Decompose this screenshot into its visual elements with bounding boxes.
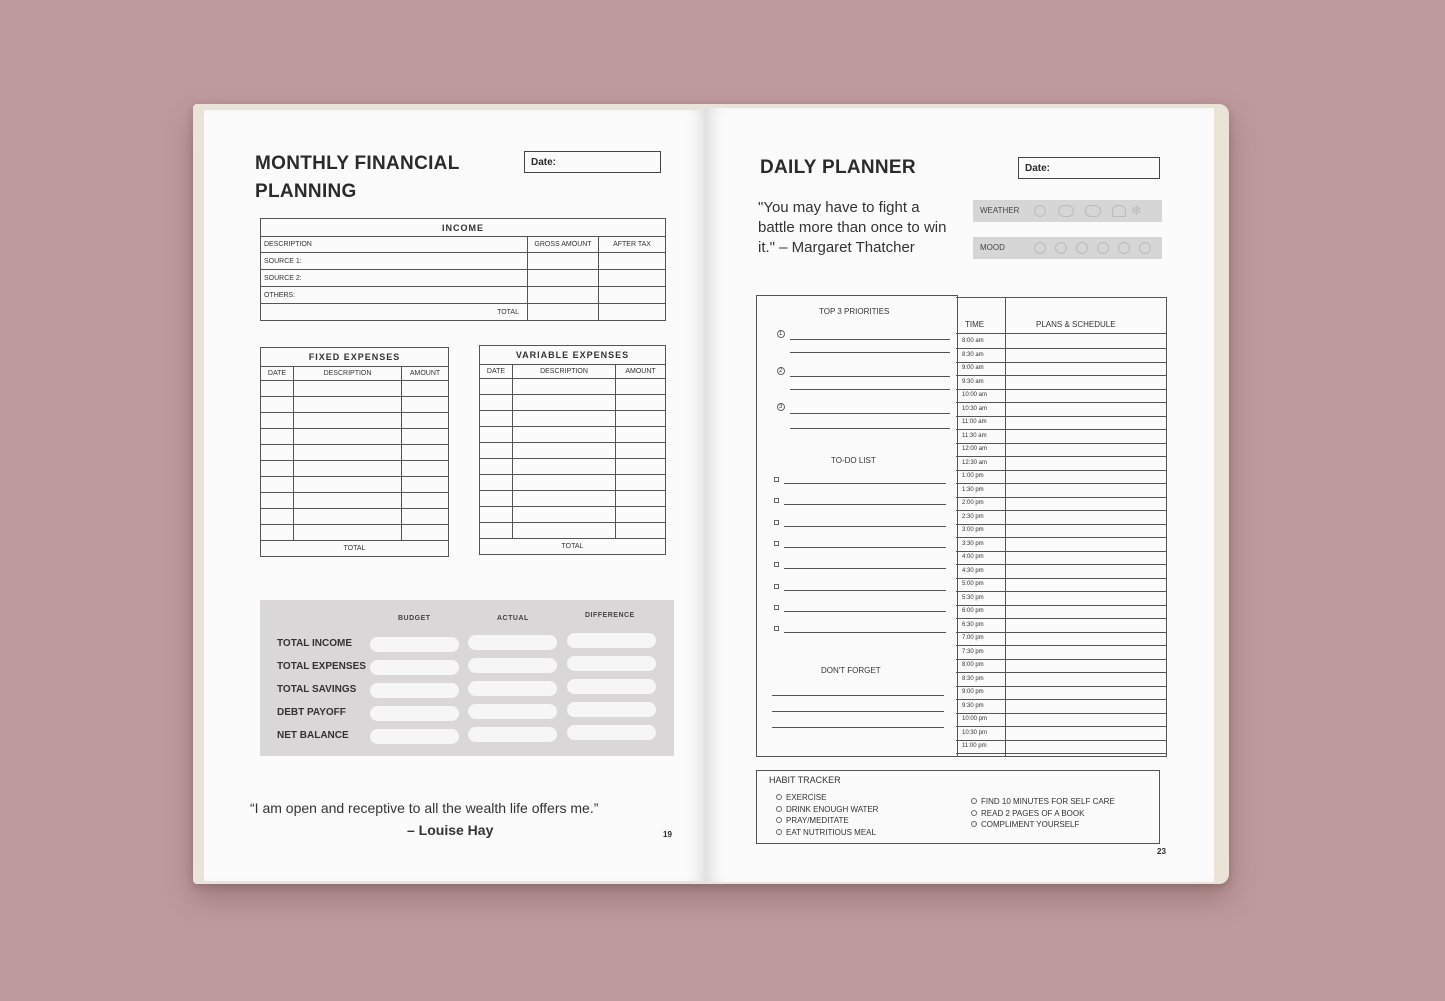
time-slot-label: 11:00 pm xyxy=(962,743,987,749)
time-slot-label: 3:00 pm xyxy=(962,527,984,533)
priority-number-2: 2 xyxy=(777,367,785,375)
priority-line[interactable] xyxy=(790,376,950,377)
variable-expense-cell[interactable] xyxy=(480,379,513,395)
fixed-expense-cell[interactable] xyxy=(261,509,294,525)
fixed-expense-cell[interactable] xyxy=(261,429,294,445)
budget-summary-panel xyxy=(260,600,674,756)
budget-input[interactable] xyxy=(370,683,459,698)
fixed-expense-cell[interactable] xyxy=(261,477,294,493)
summary-row-total-savings: TOTAL SAVINGS xyxy=(277,684,357,695)
mood-label: MOOD xyxy=(980,243,1005,252)
dont-forget-line[interactable] xyxy=(772,727,944,728)
habit-item: COMPLIMENT YOURSELF xyxy=(981,820,1080,829)
time-slot-label: 10:30 am xyxy=(962,405,988,412)
habit-checkbox[interactable] xyxy=(776,829,782,835)
habit-checkbox[interactable] xyxy=(971,821,977,827)
variable-expense-cell[interactable] xyxy=(480,459,513,475)
fixed-expense-row xyxy=(261,397,449,413)
actual-input[interactable] xyxy=(468,635,557,650)
fixed-expense-cell[interactable] xyxy=(402,493,449,509)
time-slot-label: 9:00 am xyxy=(962,365,984,371)
habit-checkbox[interactable] xyxy=(776,806,782,812)
mood-bar xyxy=(973,237,1162,259)
variable-expense-row xyxy=(480,395,666,411)
priority-line[interactable] xyxy=(790,413,950,414)
habit-item: READ 2 PAGES OF A BOOK xyxy=(981,808,1085,818)
fixed-header-date: DATE xyxy=(261,367,294,381)
fixed-expense-row xyxy=(261,477,449,493)
income-title: INCOME xyxy=(261,219,666,237)
schedule-row-line[interactable] xyxy=(956,510,1166,511)
todo-line[interactable] xyxy=(784,568,946,569)
variable-expense-cell[interactable] xyxy=(513,395,616,411)
right-page xyxy=(706,108,1214,882)
variable-expense-row xyxy=(480,379,666,395)
schedule-row-line[interactable] xyxy=(956,659,1166,660)
fixed-expense-cell[interactable] xyxy=(402,445,449,461)
cloud-icon[interactable] xyxy=(1058,205,1074,217)
fixed-expense-cell[interactable] xyxy=(402,525,449,541)
variable-expense-cell[interactable] xyxy=(616,411,666,427)
habit-item: PRAY/MEDITATE xyxy=(786,816,849,825)
todo-checkbox[interactable] xyxy=(774,562,779,567)
difference-input[interactable] xyxy=(567,656,656,671)
priority-line[interactable] xyxy=(790,339,950,340)
time-slot-label: 5:00 pm xyxy=(962,581,984,587)
summary-row-debt-payoff: DEBT PAYOFF xyxy=(277,707,346,718)
summary-header-difference: DIFFERENCE xyxy=(585,612,635,619)
fixed-expense-cell[interactable] xyxy=(294,381,402,397)
schedule-row-line[interactable] xyxy=(956,537,1166,538)
variable-expense-cell[interactable] xyxy=(616,443,666,459)
partly-cloudy-icon[interactable] xyxy=(1085,205,1101,217)
time-slot-label: 1:00 pm xyxy=(962,473,984,479)
variable-expense-cell[interactable] xyxy=(616,427,666,443)
page-title-line1: MONTHLY FINANCIAL xyxy=(255,153,460,174)
variable-expense-row xyxy=(480,475,666,491)
top-priorities-label: TOP 3 PRIORITIES xyxy=(819,307,890,316)
schedule-row-line[interactable] xyxy=(956,672,1166,673)
fixed-expenses-title: FIXED EXPENSES xyxy=(261,348,449,367)
fixed-expense-cell[interactable] xyxy=(261,381,294,397)
difference-input[interactable] xyxy=(567,633,656,648)
difference-input[interactable] xyxy=(567,702,656,717)
schedule-table xyxy=(956,297,1167,757)
time-slot-label: 11:30 am xyxy=(962,432,987,439)
summary-header-budget: BUDGET xyxy=(398,615,431,622)
variable-expense-row xyxy=(480,427,666,443)
fixed-header-description: DESCRIPTION xyxy=(294,367,402,381)
income-cell[interactable] xyxy=(599,270,666,287)
date-field[interactable]: Date: xyxy=(1018,157,1160,179)
todo-checkbox[interactable] xyxy=(774,498,779,503)
daily-planner-title: DAILY PLANNER xyxy=(760,157,916,178)
fixed-expense-cell[interactable] xyxy=(402,381,449,397)
todo-line[interactable] xyxy=(784,632,946,633)
income-header-after-tax: AFTER TAX xyxy=(599,237,666,253)
time-slot-label: 7:00 pm xyxy=(962,635,984,641)
time-slot-label: 4:00 pm xyxy=(962,554,984,560)
variable-expense-cell[interactable] xyxy=(480,507,513,523)
actual-input[interactable] xyxy=(468,704,557,719)
schedule-row-line[interactable] xyxy=(956,740,1166,741)
actual-input[interactable] xyxy=(468,681,557,696)
schedule-row-line[interactable] xyxy=(956,632,1166,633)
habit-checkbox[interactable] xyxy=(971,798,977,804)
variable-expenses-table xyxy=(479,345,666,555)
page-number-right: 23 xyxy=(1157,847,1166,856)
variable-expense-cell[interactable] xyxy=(513,475,616,491)
fixed-expense-cell[interactable] xyxy=(402,397,449,413)
schedule-row-line[interactable] xyxy=(956,591,1166,592)
variable-expense-row xyxy=(480,491,666,507)
income-row-source1: SOURCE 1: xyxy=(261,253,528,270)
fixed-expense-cell[interactable] xyxy=(402,461,449,477)
income-header-description: DESCRIPTION xyxy=(261,237,528,253)
weather-label: WEATHER xyxy=(980,206,1020,215)
time-slot-label: 10:00 am xyxy=(962,392,988,398)
time-slot-label: 3:30 pm xyxy=(962,540,984,547)
fixed-expense-cell[interactable] xyxy=(261,445,294,461)
budget-input[interactable] xyxy=(370,660,459,675)
habit-checkbox[interactable] xyxy=(776,794,782,800)
time-slot-label: 10:00 pm xyxy=(962,716,988,722)
variable-expense-cell[interactable] xyxy=(513,443,616,459)
fixed-expense-row xyxy=(261,381,449,397)
fixed-expense-cell[interactable] xyxy=(294,493,402,509)
todo-checkbox[interactable] xyxy=(774,584,779,589)
variable-expense-cell[interactable] xyxy=(513,411,616,427)
wealth-quote: “I am open and receptive to all the wealth life offers me.” xyxy=(250,800,599,816)
left-page xyxy=(204,110,706,881)
todo-line[interactable] xyxy=(784,504,946,505)
schedule-row-line[interactable] xyxy=(956,524,1166,525)
variable-expense-cell[interactable] xyxy=(480,523,513,539)
time-slot-label: 6:30 pm xyxy=(962,621,984,628)
schedule-row-line[interactable] xyxy=(956,389,1166,390)
variable-expense-cell[interactable] xyxy=(513,459,616,475)
habit-tracker-label: HABIT TRACKER xyxy=(769,775,841,785)
time-slot-label: 9:00 pm xyxy=(962,689,984,695)
variable-expense-cell[interactable] xyxy=(616,491,666,507)
income-cell[interactable] xyxy=(528,304,599,321)
schedule-row-line[interactable] xyxy=(956,713,1166,714)
time-slot-label: 6:00 pm xyxy=(962,608,984,614)
schedule-row-line[interactable] xyxy=(956,416,1166,417)
time-slot-label: 9:30 pm xyxy=(962,702,984,709)
todo-checkbox[interactable] xyxy=(774,605,779,610)
thatcher-quote: "You may have to fight a battle more than once to win it." – Margaret Thatcher xyxy=(758,199,947,256)
fixed-expense-cell[interactable] xyxy=(294,445,402,461)
variable-expense-cell[interactable] xyxy=(513,427,616,443)
schedule-row-line[interactable] xyxy=(956,753,1166,754)
schedule-row-line[interactable] xyxy=(956,429,1166,430)
schedule-row-line[interactable] xyxy=(956,497,1166,498)
variable-expense-cell[interactable] xyxy=(513,507,616,523)
time-slot-label: 11:00 am xyxy=(962,419,987,425)
schedule-row-line[interactable] xyxy=(956,686,1166,687)
mood-face-icon[interactable] xyxy=(1076,242,1088,254)
habit-item: EAT NUTRITIOUS MEAL xyxy=(786,827,876,837)
variable-expenses-title: VARIABLE EXPENSES xyxy=(480,346,666,365)
fixed-expense-cell[interactable] xyxy=(294,429,402,445)
dont-forget-label: DON'T FORGET xyxy=(821,666,881,675)
variable-expense-cell[interactable] xyxy=(616,459,666,475)
schedule-row-line[interactable] xyxy=(956,402,1166,403)
todo-line[interactable] xyxy=(784,611,946,612)
time-slot-label: 8:00 pm xyxy=(962,662,984,668)
schedule-row-line[interactable] xyxy=(956,699,1166,700)
time-slot-label: 8:30 pm xyxy=(962,675,984,682)
habit-checkbox[interactable] xyxy=(776,817,782,823)
todo-line[interactable] xyxy=(784,526,946,527)
plans-schedule-header: PLANS & SCHEDULE xyxy=(1036,320,1116,329)
income-cell[interactable] xyxy=(528,287,599,304)
fixed-expense-cell[interactable] xyxy=(261,413,294,429)
fixed-expense-cell[interactable] xyxy=(261,461,294,477)
actual-input[interactable] xyxy=(468,658,557,673)
difference-input[interactable] xyxy=(567,679,656,694)
schedule-row-line[interactable] xyxy=(956,726,1166,727)
fixed-expense-row xyxy=(261,461,449,477)
sun-icon[interactable] xyxy=(1034,205,1046,217)
todo-list-label: TO-DO LIST xyxy=(831,456,876,465)
fixed-expense-row xyxy=(261,413,449,429)
habit-item: DRINK ENOUGH WATER xyxy=(786,804,879,814)
date-field[interactable]: Date: xyxy=(524,151,661,173)
income-cell[interactable] xyxy=(599,253,666,270)
summary-header-actual: ACTUAL xyxy=(497,615,529,622)
schedule-row-line[interactable] xyxy=(956,470,1166,471)
variable-expense-row xyxy=(480,507,666,523)
todo-line[interactable] xyxy=(784,590,946,591)
fixed-expense-row xyxy=(261,493,449,509)
schedule-row-line[interactable] xyxy=(956,483,1166,484)
fixed-expense-row xyxy=(261,429,449,445)
fixed-expense-cell[interactable] xyxy=(294,509,402,525)
wealth-quote-author: – Louise Hay xyxy=(407,822,494,838)
variable-expense-total-label: TOTAL xyxy=(480,539,666,555)
todo-line[interactable] xyxy=(784,547,946,548)
time-slot-label: 4:30 pm xyxy=(962,567,984,574)
time-header: TIME xyxy=(965,320,985,329)
fixed-expense-cell[interactable] xyxy=(294,477,402,493)
fixed-expense-row xyxy=(261,509,449,525)
schedule-row-line[interactable] xyxy=(956,375,1166,376)
variable-expense-cell[interactable] xyxy=(480,427,513,443)
priority-line[interactable] xyxy=(790,428,950,429)
fixed-header-amount: AMOUNT xyxy=(402,367,449,381)
schedule-row-line[interactable] xyxy=(956,578,1166,579)
income-header-gross: GROSS AMOUNT xyxy=(528,237,599,253)
time-slot-label: 7:30 pm xyxy=(962,648,984,655)
variable-expense-row xyxy=(480,411,666,427)
time-slot-label: 8:00 am xyxy=(962,338,984,344)
habit-tracker-box xyxy=(756,770,1160,844)
fixed-expense-total-label: TOTAL xyxy=(261,541,449,557)
mood-face-icon[interactable] xyxy=(1139,242,1151,254)
time-slot-label: 5:30 pm xyxy=(962,594,984,601)
habit-checkbox[interactable] xyxy=(971,810,977,816)
fixed-expense-cell[interactable] xyxy=(294,397,402,413)
summary-row-total-income: TOTAL INCOME xyxy=(277,638,352,649)
fixed-expense-cell[interactable] xyxy=(402,413,449,429)
time-slot-label: 9:30 am xyxy=(962,378,984,385)
variable-expense-cell[interactable] xyxy=(616,523,666,539)
variable-expense-cell[interactable] xyxy=(616,379,666,395)
variable-expense-cell[interactable] xyxy=(480,395,513,411)
mood-face-icon[interactable] xyxy=(1055,242,1067,254)
dont-forget-line[interactable] xyxy=(772,711,944,712)
budget-input[interactable] xyxy=(370,729,459,744)
schedule-row-line[interactable] xyxy=(956,348,1166,349)
priority-line[interactable] xyxy=(790,352,950,353)
income-cell[interactable] xyxy=(528,270,599,287)
dont-forget-line[interactable] xyxy=(772,695,944,696)
fixed-expense-cell[interactable] xyxy=(294,461,402,477)
todo-checkbox[interactable] xyxy=(774,541,779,546)
rain-icon[interactable] xyxy=(1112,205,1126,217)
todo-checkbox[interactable] xyxy=(774,477,779,482)
variable-expense-cell[interactable] xyxy=(616,507,666,523)
time-slot-label: 1:30 pm xyxy=(962,486,984,493)
schedule-row-line[interactable] xyxy=(956,456,1166,457)
variable-expense-row xyxy=(480,523,666,539)
fixed-expense-cell[interactable] xyxy=(402,429,449,445)
habit-item: EXERCISE xyxy=(786,793,827,802)
income-cell[interactable] xyxy=(599,287,666,304)
variable-expense-cell[interactable] xyxy=(513,523,616,539)
schedule-row-line[interactable] xyxy=(956,551,1166,552)
mood-face-icon[interactable] xyxy=(1097,242,1109,254)
variable-expense-row xyxy=(480,459,666,475)
schedule-row-line[interactable] xyxy=(956,618,1166,619)
summary-row-net-balance: NET BALANCE xyxy=(277,730,349,741)
todo-checkbox[interactable] xyxy=(774,626,779,631)
schedule-row-line[interactable] xyxy=(956,443,1166,444)
income-row-others: OTHERS: xyxy=(261,287,528,304)
priorities-column xyxy=(756,295,958,757)
time-slot-label: 10:30 pm xyxy=(962,729,988,736)
time-slot-label: 12:00 am xyxy=(962,446,988,452)
schedule-row-line[interactable] xyxy=(956,645,1166,646)
mood-face-icon[interactable] xyxy=(1034,242,1046,254)
page-number-left: 19 xyxy=(663,830,672,839)
fixed-expense-cell[interactable] xyxy=(261,397,294,413)
income-cell[interactable] xyxy=(599,304,666,321)
variable-header-date: DATE xyxy=(480,365,513,379)
weather-bar xyxy=(973,200,1162,222)
priority-line[interactable] xyxy=(790,389,950,390)
fixed-expense-cell[interactable] xyxy=(402,509,449,525)
fixed-expense-cell[interactable] xyxy=(294,413,402,429)
income-row-source2: SOURCE 2: xyxy=(261,270,528,287)
habit-item: FIND 10 MINUTES FOR SELF CARE xyxy=(981,797,1115,806)
variable-header-description: DESCRIPTION xyxy=(513,365,616,379)
summary-row-total-expenses: TOTAL EXPENSES xyxy=(277,661,366,672)
schedule-row-line[interactable] xyxy=(956,564,1166,565)
todo-line[interactable] xyxy=(784,483,946,484)
variable-expense-cell[interactable] xyxy=(616,475,666,491)
schedule-header-rule xyxy=(956,333,1166,334)
fixed-expense-cell[interactable] xyxy=(402,477,449,493)
fixed-expense-row xyxy=(261,525,449,541)
income-cell[interactable] xyxy=(528,253,599,270)
time-slot-label: 8:30 am xyxy=(962,351,984,358)
fixed-expenses-table xyxy=(260,347,449,557)
time-slot-label: 12:30 am xyxy=(962,459,988,466)
time-slot-label: 2:00 pm xyxy=(962,500,984,506)
schedule-row-line[interactable] xyxy=(956,605,1166,606)
variable-expense-cell[interactable] xyxy=(616,395,666,411)
budget-input[interactable] xyxy=(370,706,459,721)
page-title-line2: PLANNING xyxy=(255,181,357,202)
schedule-row-line[interactable] xyxy=(956,362,1166,363)
snow-icon[interactable]: ❄ xyxy=(1131,203,1142,218)
priority-number-1: 1 xyxy=(777,330,785,338)
variable-expense-cell[interactable] xyxy=(480,411,513,427)
time-slot-label: 2:30 pm xyxy=(962,513,984,520)
variable-expense-cell[interactable] xyxy=(480,443,513,459)
variable-header-amount: AMOUNT xyxy=(616,365,666,379)
variable-expense-cell[interactable] xyxy=(513,379,616,395)
fixed-expense-cell[interactable] xyxy=(261,525,294,541)
income-total-label: TOTAL xyxy=(261,304,528,321)
fixed-expense-row xyxy=(261,445,449,461)
actual-input[interactable] xyxy=(468,727,557,742)
variable-expense-cell[interactable] xyxy=(480,491,513,507)
difference-input[interactable] xyxy=(567,725,656,740)
variable-expense-cell[interactable] xyxy=(480,475,513,491)
todo-checkbox[interactable] xyxy=(774,520,779,525)
variable-expense-row xyxy=(480,443,666,459)
fixed-expense-cell[interactable] xyxy=(294,525,402,541)
priority-number-3: 3 xyxy=(777,403,785,411)
budget-input[interactable] xyxy=(370,637,459,652)
variable-expense-cell[interactable] xyxy=(513,491,616,507)
fixed-expense-cell[interactable] xyxy=(261,493,294,509)
mood-face-icon[interactable] xyxy=(1118,242,1130,254)
income-table xyxy=(260,218,666,321)
